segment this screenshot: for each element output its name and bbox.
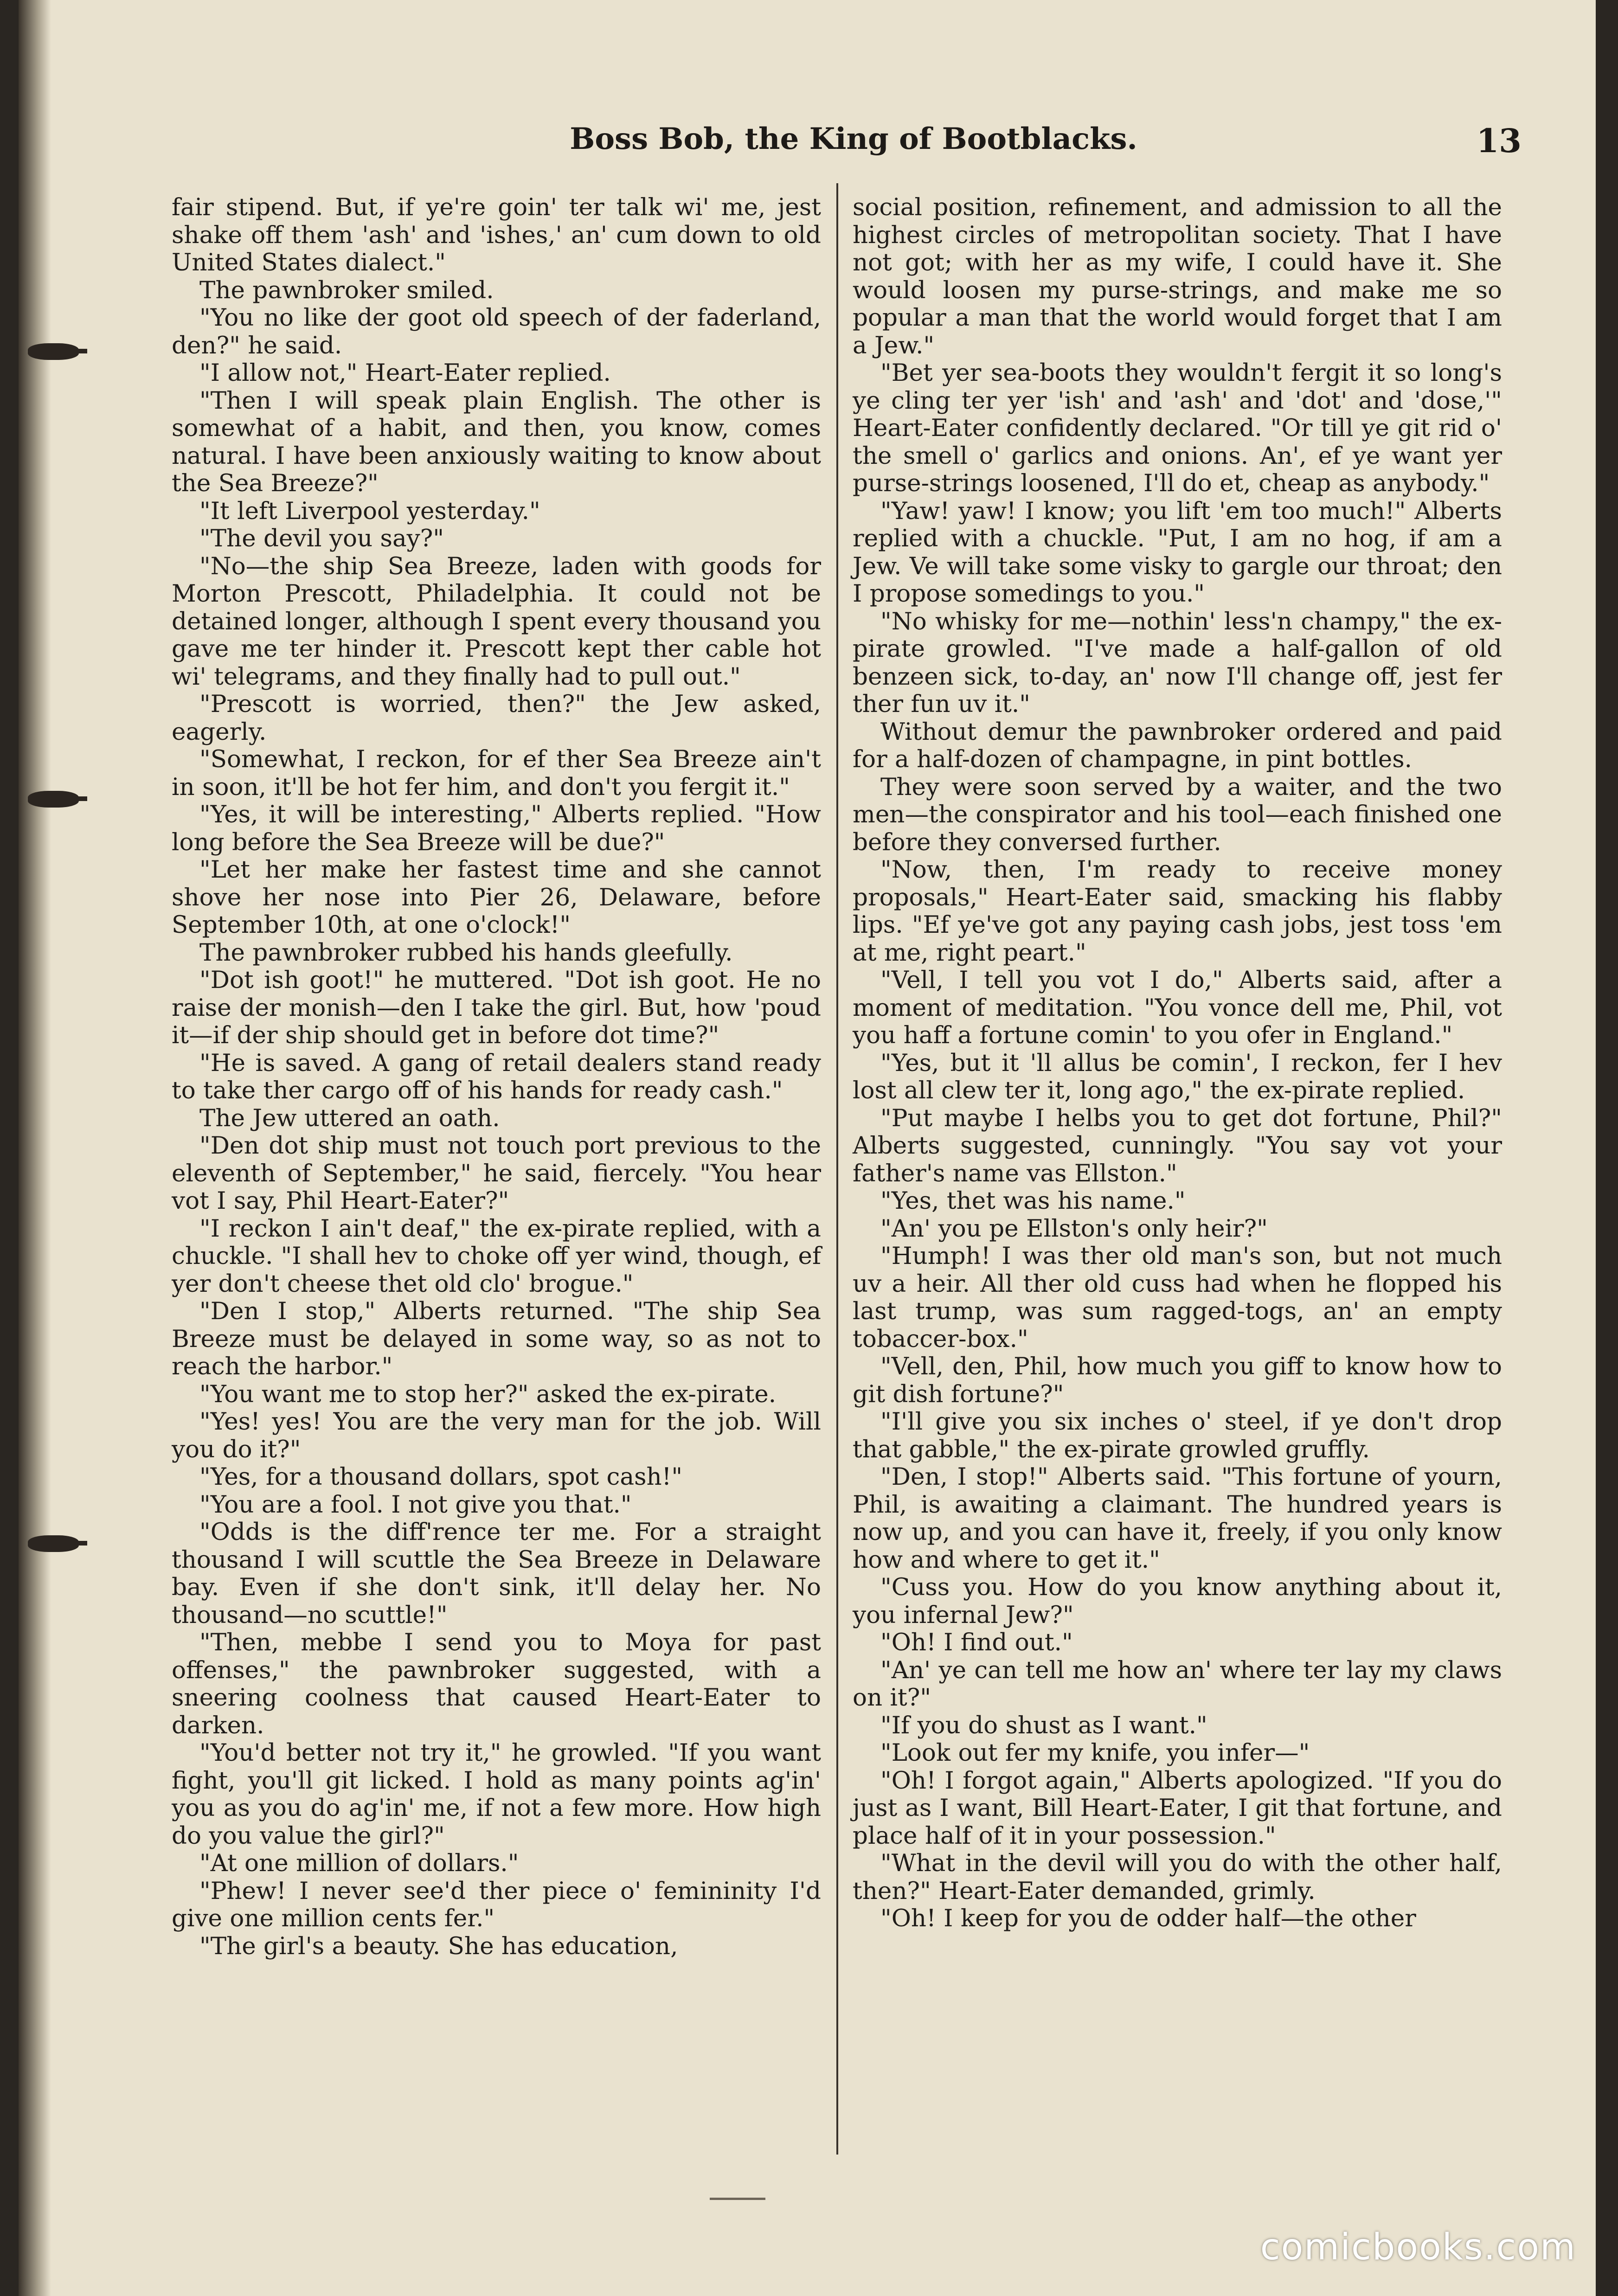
- paragraph: "Phew! I never see'd ther piece o' femininity I'd give one million cents fer.": [172, 1877, 821, 1932]
- right-text-column: [853, 194, 1502, 1933]
- paragraph: "Bet yer sea-boots they wouldn't fergit it so long's ye cling ter yer 'ish' and 'ash' and 'dot' and 'dose,'" Heart-Eater confidently declared. "Or till ye git rid o' the smell o' garlics and onions. An', ef ye want yer purse-strings loosened, I'll do et, cheap as anybody.": [853, 359, 1502, 497]
- paragraph: "Oh! I find out.": [880, 1629, 1073, 1656]
- watermark: comicbooks.com: [1260, 2226, 1576, 2268]
- page-number: 13: [1476, 122, 1522, 160]
- paragraph: "At one million of dollars.": [199, 1849, 519, 1877]
- paragraph: "Yes! yes! You are the very man for the job. Will you do it?": [172, 1408, 821, 1463]
- paragraph: "An' ye can tell me how an' where ter lay my claws on it?": [853, 1656, 1502, 1712]
- paragraph: "You'd better not try it," he growled. "If you want fight, you'll git licked. I hold as many points ag'in' you as you do ag'in' me, if not a few more. How high do you value the girl?": [172, 1739, 821, 1850]
- paragraph: "Yes, but it 'll allus be comin', I reckon, fer I hev lost all clew ter it, long ago," the ex-pirate replied.: [853, 1049, 1502, 1104]
- paragraph: "Then I will speak plain English. The other is somewhat of a habit, and then, you know, comes natural. I have been anxiously waiting to know about the Sea Breeze?": [172, 386, 821, 497]
- paragraph: "The girl's a beauty. She has education,: [199, 1932, 678, 1960]
- paragraph: "Cuss you. How do you know anything about it, you infernal Jew?": [853, 1573, 1502, 1629]
- paragraph: "If you do shust as I want.": [880, 1711, 1207, 1739]
- paragraph: "An' you pe Ellston's only heir?": [880, 1214, 1268, 1243]
- paragraph: "Odds is the diff'rence ter me. For a straight thousand I will scuttle the Sea Breeze in Delaware bay. Even if she don't sink, it'll delay her. No thousand—no scuttle!": [172, 1518, 821, 1629]
- paragraph: "Vell, I tell you vot I do," Alberts said, after a moment of meditation. "You vonce dell me, Phil, vot you haff a fortune comin' to you ofer in England.": [853, 966, 1502, 1049]
- paragraph: The pawnbroker rubbed his hands gleefully.: [199, 938, 733, 967]
- paragraph: The pawnbroker smiled.: [199, 276, 494, 304]
- page-header: [186, 122, 1522, 168]
- paragraph: "What in the devil will you do with the other half, then?" Heart-Eater demanded, grimly.: [853, 1849, 1502, 1905]
- paragraph: "Put maybe I helbs you to get dot fortune, Phil?" Alberts suggested, cunningly. "You say vot your father's name vas Ellston.": [853, 1104, 1502, 1187]
- paragraph: "Oh! I forgot again," Alberts apologized. "If you do just as I want, Bill Heart-Eater, I git that fortune, and place half of it in your possession.": [853, 1766, 1502, 1850]
- paragraph: They were soon served by a waiter, and the two men—the conspirator and his tool—each finished one before they conversed further.: [853, 773, 1502, 856]
- paragraph: "Oh! I keep for you de odder half—the other: [880, 1905, 1416, 1932]
- paragraph: "Yes, thet was his name.": [880, 1187, 1186, 1215]
- paragraph: The Jew uttered an oath.: [199, 1104, 500, 1132]
- paragraph: "No whisky for me—nothin' less'n champy," the ex-pirate growled. "I've made a half-gallon of old benzeen sick, to-day, an' now I'll change off, jest fer ther fun uv it.": [853, 607, 1502, 718]
- column-divider: [836, 183, 838, 2155]
- paragraph: "Den dot ship must not touch port previous to the eleventh of September," he said, fiercely. "You hear vot I say, Phil Heart-Eater?": [172, 1132, 821, 1215]
- paragraph: social position, refinement, and admission to all the highest circles of metropolitan society. That I have not got; with her as my wife, I could have it. She would loosen my purse-strings, and make me so popular a man that the world would forget that I am a Jew.": [853, 193, 1502, 359]
- paragraph: "Somewhat, I reckon, for ef ther Sea Breeze ain't in soon, it'll be hot fer him, and don't you fergit it.": [172, 745, 821, 801]
- paragraph: "Yes, for a thousand dollars, spot cash!": [199, 1463, 683, 1491]
- paragraph: "Yes, it will be interesting," Alberts replied. "How long before the Sea Breeze will be due?": [172, 801, 821, 856]
- paragraph: "You want me to stop her?" asked the ex-pirate.: [199, 1380, 777, 1408]
- paragraph: "Let her make her fastest time and she cannot shove her nose into Pier 26, Delaware, before September 10th, at one o'clock!": [172, 856, 821, 939]
- binding-stitch: [28, 343, 79, 360]
- paragraph: "No—the ship Sea Breeze, laden with goods for Morton Prescott, Philadelphia. It could not be detained longer, although I spent every thousand you gave me ter hinder it. Prescott kept ther cable hot wi' telegrams, and they finally had to pull out.": [172, 552, 821, 691]
- paragraph: fair stipend. But, if ye're goin' ter talk wi' me, jest shake off them 'ash' and 'ishes,' an' cum down to old United States dialect.": [172, 193, 821, 276]
- left-text-column: [172, 194, 821, 1960]
- paragraph: "It left Liverpool yesterday.": [199, 497, 540, 525]
- paragraph: "Den, I stop!" Alberts said. "This fortune of yourn, Phil, is awaiting a claimant. The hundred years is now up, and you can have it, freely, if you only know how and where to get it.": [853, 1463, 1502, 1574]
- paragraph: "Yaw! yaw! I know; you lift 'em too much!" Alberts replied with a chuckle. "Put, I am no hog, if am a Jew. Ve will take some visky to gargle our throat; den I propose somedings to you.": [853, 497, 1502, 608]
- paragraph: "I reckon I ain't deaf," the ex-pirate replied, with a chuckle. "I shall hev to choke off yer wind, though, ef yer don't cheese thet old clo' brogue.": [172, 1214, 821, 1298]
- paragraph: "Humph! I was ther old man's son, but not much uv a heir. All ther old cuss had when he flopped his last trump, was sum ragged-togs, an' an empty tobaccer-box.": [853, 1242, 1502, 1353]
- paragraph: "Then, mebbe I send you to Moya for past offenses," the pawnbroker suggested, with a sneering coolness that caused Heart-Eater to darken.: [172, 1629, 821, 1739]
- paragraph: "He is saved. A gang of retail dealers stand ready to take ther cargo off of his hands for ready cash.": [172, 1049, 821, 1104]
- footer-rule: [710, 2198, 765, 2200]
- binding-stitch: [28, 791, 79, 808]
- paragraph: "You no like der goot old speech of der faderland, den?" he said.: [172, 304, 821, 359]
- paragraph: "Dot ish goot!" he muttered. "Dot ish goot. He no raise der monish—den I take the girl. But, how 'poud it—if der ship should get in before dot time?": [172, 966, 821, 1049]
- paragraph: "I'll give you six inches o' steel, if ye don't drop that gabble," the ex-pirate growled gruffly.: [853, 1408, 1502, 1463]
- book-page: [19, 0, 1596, 2296]
- paragraph: "I allow not," Heart-Eater replied.: [199, 359, 611, 387]
- paragraph: Without demur the pawnbroker ordered and paid for a half-dozen of champagne, in pint bottles.: [853, 718, 1502, 773]
- paragraph: "Look out fer my knife, you infer—": [880, 1739, 1310, 1767]
- binding-stitch: [28, 1535, 79, 1552]
- running-title: Boss Bob, the King of Bootblacks.: [570, 122, 1137, 156]
- paragraph: "Vell, den, Phil, how much you giff to know how to git dish fortune?": [853, 1353, 1502, 1408]
- paragraph: "Den I stop," Alberts returned. "The ship Sea Breeze must be delayed in some way, so as not to reach the harbor.": [172, 1297, 821, 1380]
- paragraph: "Prescott is worried, then?" the Jew asked, eagerly.: [172, 690, 821, 746]
- paragraph: "You are a fool. I not give you that.": [199, 1490, 632, 1519]
- paragraph: "Now, then, I'm ready to receive money proposals," Heart-Eater said, smacking his flabby lips. "Ef ye've got any paying cash jobs, jest toss 'em at me, right peart.": [853, 856, 1502, 967]
- paragraph: "The devil you say?": [199, 525, 444, 552]
